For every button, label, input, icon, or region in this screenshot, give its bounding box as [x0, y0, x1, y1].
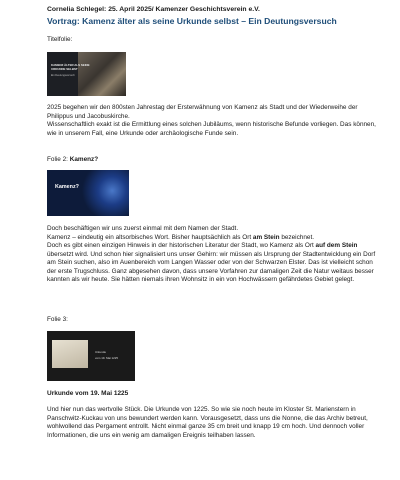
- name-line-1: Doch beschäftigen wir uns zuerst einmal mit dem Namen der Stadt.: [47, 225, 239, 232]
- folie3-label: Folie 3:: [47, 316, 68, 323]
- urkunde-paragraph: Und hier nun das wertvolle Stück. Die Urkunde von 1225. So wie sie noch heute im Kloster St. Marienstern in Panschwitz-Kuckau von uns bewundert werden kann. Vorausgesetzt, dass uns die Nonne, die das Archiv betreut, wohlwollend das Pergament entrollt. Nicht einmal ganze 35 cm breit und knapp 19 cm hoch. Und dennoch voller Informationen, die uns ein wenig am damaligen Ereignis teilhaben lassen.: [47, 406, 368, 439]
- urkunde-slide-caption-2: vom 19. Mai 1225: [95, 356, 118, 360]
- folie2-label: [47, 156, 98, 165]
- name-paragraph: [47, 225, 377, 285]
- name-line-2: [47, 234, 377, 243]
- titelfolie-label: Titelfolie:: [47, 36, 73, 43]
- kamenz-slide-text: Kamenz?: [55, 184, 79, 190]
- parchment-image: [52, 340, 88, 368]
- urkunde-heading: Urkunde vom 19. Mai 1225: [47, 390, 129, 397]
- text-run: übersetzt wird. Und schon hier signalisiert uns unser Gehirn: wir müssen als Ursprung der Stadtentwicklung ein Dorf am Stein suchen, also im Auenbereich vom Langen Wasser oder von der Schwarzen Elster. Das ist vielleicht schon der erste Trugschluss. Ganz abgesehen davon, dass unsere Vorfahren zur damaligen Zeit die Natur weitaus besser kannten als wir heute. Sie hätten niemals ihren Wohnsitz in ein von Hochwässern gefährdetes Gebiet gelegt.: [47, 250, 376, 283]
- title-slide-image: [47, 52, 126, 96]
- folie2-label-bold: Kamenz?: [69, 156, 99, 163]
- author-line: Cornelia Schlegel: 25. April 2025/ Kamenzer Geschichtsverein e.V.: [47, 6, 260, 13]
- text-run: Kamenz – eindeutig ein altsorbisches Wort. Bisher hauptsächlich als Ort: [47, 233, 253, 241]
- folie2-label-prefix: Folie 2:: [47, 156, 70, 163]
- document-title: Vortrag: Kamenz älter als seine Urkunde selbst – Ein Deutungsversuch: [47, 16, 337, 26]
- bold-run: am Stein: [252, 233, 280, 241]
- intro-line-2: Wissenschaftlich exakt ist die Ermittlung eines solchen Jubiläums, wenn historische Befunde vorliegen. Das können, wie in unserem Fall, eine Urkunde oder archäologische Funde sein.: [47, 121, 376, 137]
- intro-line-1: 2025 begehen wir den 800sten Jahrestag der Ersterwähnung von Kamenz als Stadt und der Wiederweihe der Philippus und Jacobuskirche.: [47, 104, 358, 120]
- title-slide-heading: KAMENZ ÄLTER ALS SEINE URKUNDE SELBST: [51, 63, 90, 71]
- text-run: bezeichnet.: [279, 233, 315, 241]
- bold-run: auf dem Stein: [315, 242, 358, 249]
- text-run: Doch es gibt einen einzigen Hinweis in der historischen Literatur der Stadt, wo Kamenz als Ort: [47, 242, 316, 249]
- slide-background: [81, 170, 129, 216]
- urkunde-slide-caption-1: Urkunde: [95, 350, 106, 354]
- kamenz-slide-image: [47, 170, 129, 216]
- intro-paragraph: [47, 104, 377, 138]
- title-slide-subheading: Ein Deutungsversuch: [51, 74, 75, 77]
- urkunde-slide-image: [47, 331, 135, 381]
- name-line-3: [47, 242, 377, 285]
